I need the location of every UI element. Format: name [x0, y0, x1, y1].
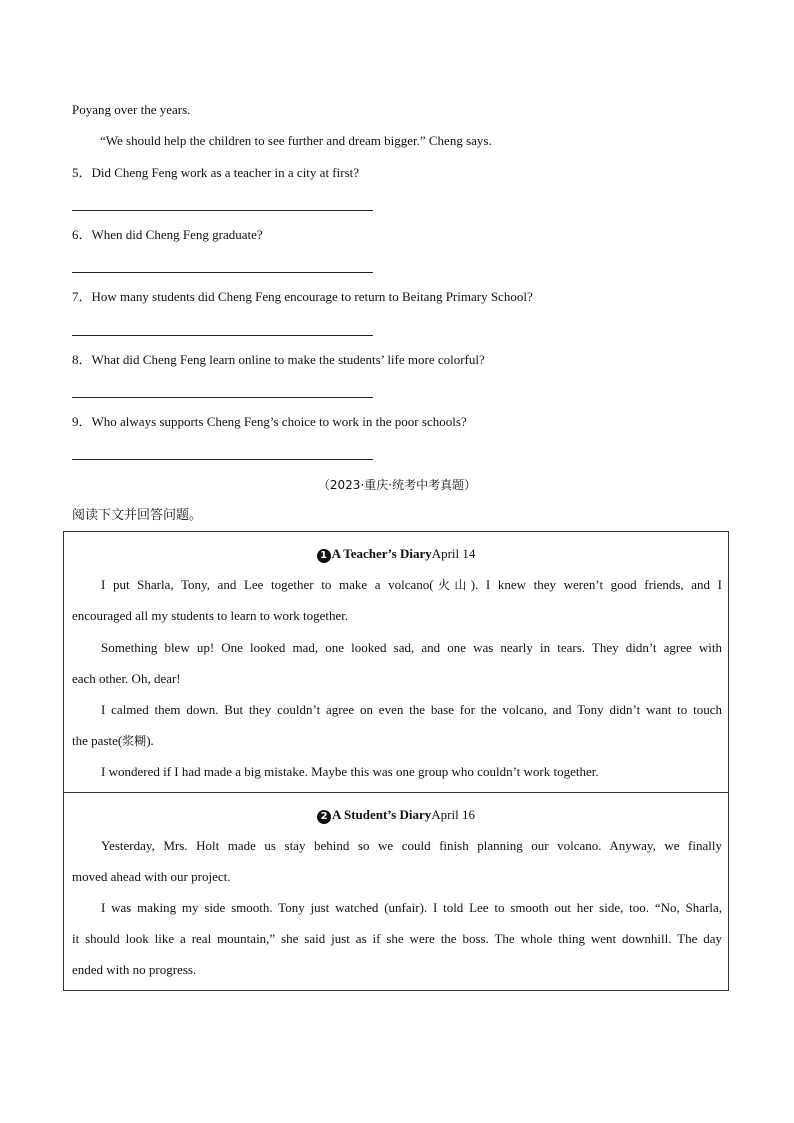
answer-line-5[interactable] [72, 210, 373, 211]
diary-line: Yesterday, Mrs. Holt made us stay behind so we could finish planning our volcano. Anyway, we finally [101, 838, 722, 853]
diary-line: it should look like a real mountain,” she said just as if she were the boss. The whole thing went downhill. The day [72, 931, 722, 946]
diary-line: I calmed them down. But they couldn’t agree on even the base for the volcano, and Tony didn’t want to touch [101, 702, 722, 717]
question-number: 6． [72, 227, 92, 242]
diary-date: April 14 [431, 546, 476, 561]
teacher-diary-box [63, 531, 729, 793]
question-text: Did Cheng Feng work as a teacher in a city at first? [91, 165, 360, 180]
question-number: 9． [72, 414, 92, 429]
diary-line: moved ahead with our project. [72, 869, 231, 884]
answer-line-8[interactable] [72, 397, 373, 398]
question-8 [72, 351, 485, 369]
answer-line-6[interactable] [72, 272, 373, 273]
student-diary-title [64, 806, 728, 824]
question-9 [72, 413, 467, 431]
diary-title: A Student’s Diary [332, 807, 432, 822]
diary-line: encouraged all my students to learn to work together. [72, 608, 349, 623]
question-5 [72, 164, 359, 182]
answer-line-7[interactable] [72, 335, 373, 336]
teacher-diary-title [64, 545, 728, 563]
diary-line: the paste(浆糊). [72, 733, 154, 748]
diary-line: I was making my side smooth. Tony just watched (unfair). I told Lee to smooth out her side, too. “No, Sharla, [101, 900, 722, 915]
reading-instruction: 阅读下文并回答问题。 [72, 508, 203, 523]
question-text: How many students did Cheng Feng encourage to return to Beitang Primary School? [91, 289, 533, 304]
passage-tail-quote: “We should help the children to see further and dream bigger.” Cheng says. [100, 133, 492, 148]
diary-line: ended with no progress. [72, 962, 197, 977]
student-diary-box [63, 792, 729, 991]
question-number: 5． [72, 165, 92, 180]
question-7 [72, 288, 533, 306]
question-6 [72, 226, 263, 244]
diary-line: Something blew up! One looked mad, one looked sad, and one was nearly in tears. They didn’t agree with [101, 640, 722, 655]
diary-line: I put Sharla, Tony, and Lee together to make a volcano(火山). I knew they weren’t good friends, and I [101, 577, 722, 592]
circled-number-icon: 2 [317, 810, 331, 824]
question-text: What did Cheng Feng learn online to make the students’ life more colorful? [91, 352, 485, 367]
diary-line: I wondered if I had made a big mistake. Maybe this was one group who couldn’t work together. [101, 764, 599, 779]
question-number: 8． [72, 352, 92, 367]
question-text: When did Cheng Feng graduate? [91, 227, 263, 242]
question-number: 7． [72, 289, 92, 304]
circled-number-icon: 1 [317, 549, 331, 563]
question-text: Who always supports Cheng Feng’s choice to work in the poor schools? [91, 414, 467, 429]
answer-line-9[interactable] [72, 459, 373, 460]
diary-date: April 16 [431, 807, 475, 822]
diary-title: A Teacher’s Diary [331, 546, 432, 561]
diary-line: each other. Oh, dear! [72, 671, 181, 686]
exam-source: （2023·重庆·统考中考真题） [317, 478, 477, 492]
passage-tail-line: Poyang over the years. [72, 102, 191, 117]
